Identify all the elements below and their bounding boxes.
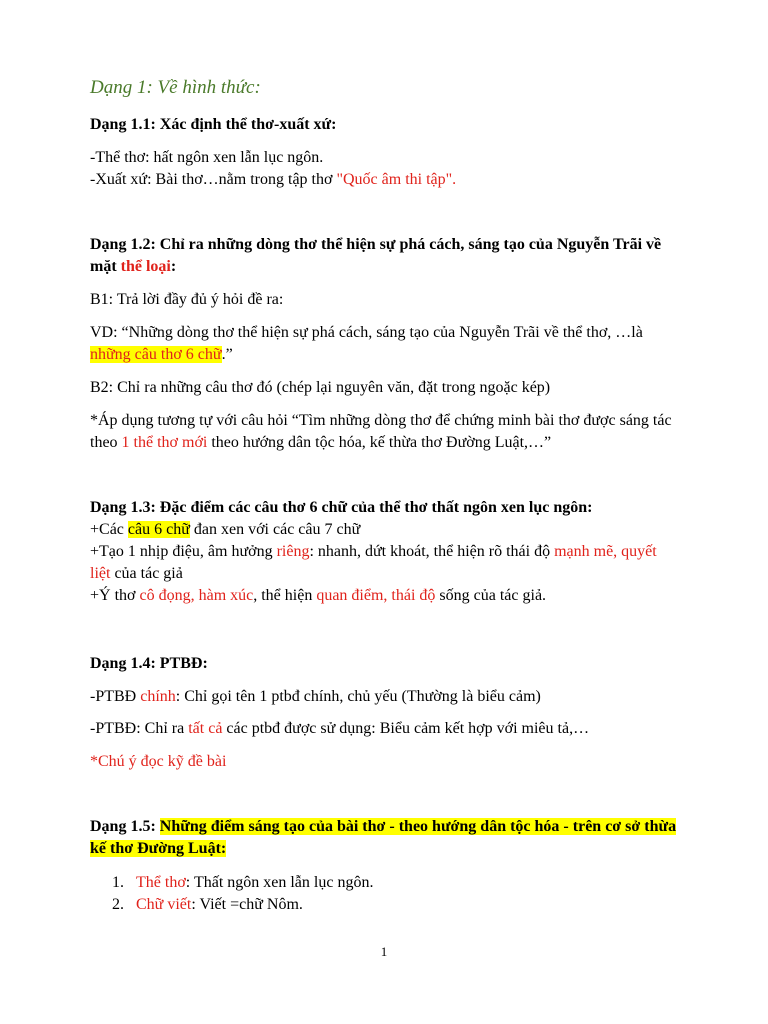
section-1-5-title <box>90 816 680 860</box>
highlighted-text: những câu thơ 6 chữ <box>90 346 222 363</box>
text: *Áp dụng tương tự với câu hỏi “Tìm những dòng thơ để chứng minh bài thơ được sáng tác theo <box>90 412 672 451</box>
text: +Ý thơ <box>90 587 140 604</box>
text: +Các <box>90 521 128 538</box>
list-item <box>90 894 680 916</box>
s12-apply <box>90 410 680 454</box>
section-1-3-title: Dạng 1.3: Đặc điểm các câu thơ 6 chữ của thể thơ thất ngôn xen lục ngôn: <box>90 499 593 516</box>
text: +Tạo 1 nhịp điệu, âm hưởng <box>90 543 277 560</box>
text: : Chỉ gọi tên 1 ptbđ chính, chủ yếu (Thường là biểu cảm) <box>175 688 541 705</box>
text: của tác giả <box>110 565 183 582</box>
red-text: 1 thể thơ mới <box>121 434 208 451</box>
red-text: quan điểm, thái độ <box>316 587 436 604</box>
red-text: cô đọng, hàm xúc <box>139 587 254 604</box>
s13-line-1 <box>90 519 680 541</box>
red-text: "Quốc âm thi tập". <box>336 171 457 188</box>
text: : Viết =chữ Nôm. <box>191 896 303 913</box>
s11-line-2 <box>90 169 680 191</box>
list-number: 1. <box>112 874 124 891</box>
section-1-4-title: Dạng 1.4: PTBĐ: <box>90 655 208 672</box>
s12-example <box>90 322 680 366</box>
section-1-2-title <box>90 234 680 278</box>
section-1-1-body <box>90 147 680 191</box>
red-text: Thể thơ <box>136 874 186 891</box>
s13-line-3 <box>90 585 680 607</box>
list-number: 2. <box>112 896 124 913</box>
page-number: 1 <box>380 944 388 959</box>
text: đan xen với các câu 7 chữ <box>189 521 361 538</box>
highlighted-text: câu 6 chữ <box>127 521 190 538</box>
list-item <box>90 872 680 894</box>
text: Dạng 1.5: <box>90 818 160 835</box>
text: Dạng 1.2: Chỉ ra những dòng thơ thể hiện sự phá cách, sáng tạo của Nguyễn Trãi về mặt <box>90 236 662 275</box>
s15-list <box>90 872 680 916</box>
text: sống của tác giả. <box>435 587 547 604</box>
s14-line-2 <box>90 718 680 740</box>
red-text: thể loại <box>120 258 171 275</box>
text: VD: “Những dòng thơ thể hiện sự phá cách, sáng tạo của Nguyễn Trãi về thể thơ, …là <box>90 324 643 341</box>
s13-line-2 <box>90 541 680 585</box>
section-1-3 <box>90 497 680 607</box>
text: , thể hiện <box>253 587 317 604</box>
s14-note: *Chú ý đọc kỹ đề bài <box>90 753 227 770</box>
text: -Xuất xứ: Bài thơ…nằm trong tập thơ <box>90 171 337 188</box>
section-1-1-title: Dạng 1.1: Xác định thể thơ-xuất xứ: <box>90 116 337 133</box>
red-text: tất cả <box>188 720 223 737</box>
section-heading: Dạng 1: Về hình thức: <box>90 77 261 98</box>
red-text: mạnh mẽ, quyết liệt <box>90 543 657 582</box>
text: .” <box>221 346 233 363</box>
text: -PTBĐ <box>90 688 141 705</box>
red-text: chính <box>140 688 176 705</box>
text: : nhanh, dứt khoát, thể hiện rõ thái độ <box>309 543 555 560</box>
s15-list-wrap <box>90 872 680 916</box>
s11-line-1: -Thể thơ: hất ngôn xen lẫn lục ngôn. <box>90 149 324 166</box>
text: các ptbđ được sử dụng: Biểu cảm kết hợp với miêu tả,… <box>222 720 590 737</box>
text: -PTBĐ: Chỉ ra <box>90 720 189 737</box>
text: theo hướng dân tộc hóa, kế thừa thơ Đường Luật,…” <box>207 434 552 451</box>
highlighted-text: Những điểm sáng tạo của bài thơ - theo hướng dân tộc hóa - trên cơ sở thừa kế thơ Đường Luật: <box>90 818 677 857</box>
text: : <box>170 258 177 275</box>
red-text: Chữ viết <box>136 896 192 913</box>
s12-step-1: B1: Trả lời đầy đủ ý hỏi đề ra: <box>90 291 284 308</box>
s14-line-1 <box>90 686 680 708</box>
text: : Thất ngôn xen lẫn lục ngôn. <box>185 874 374 891</box>
red-text: riêng <box>276 543 310 560</box>
s12-step-2: B2: Chỉ ra những câu thơ đó (chép lại nguyên văn, đặt trong ngoặc kép) <box>90 379 551 396</box>
